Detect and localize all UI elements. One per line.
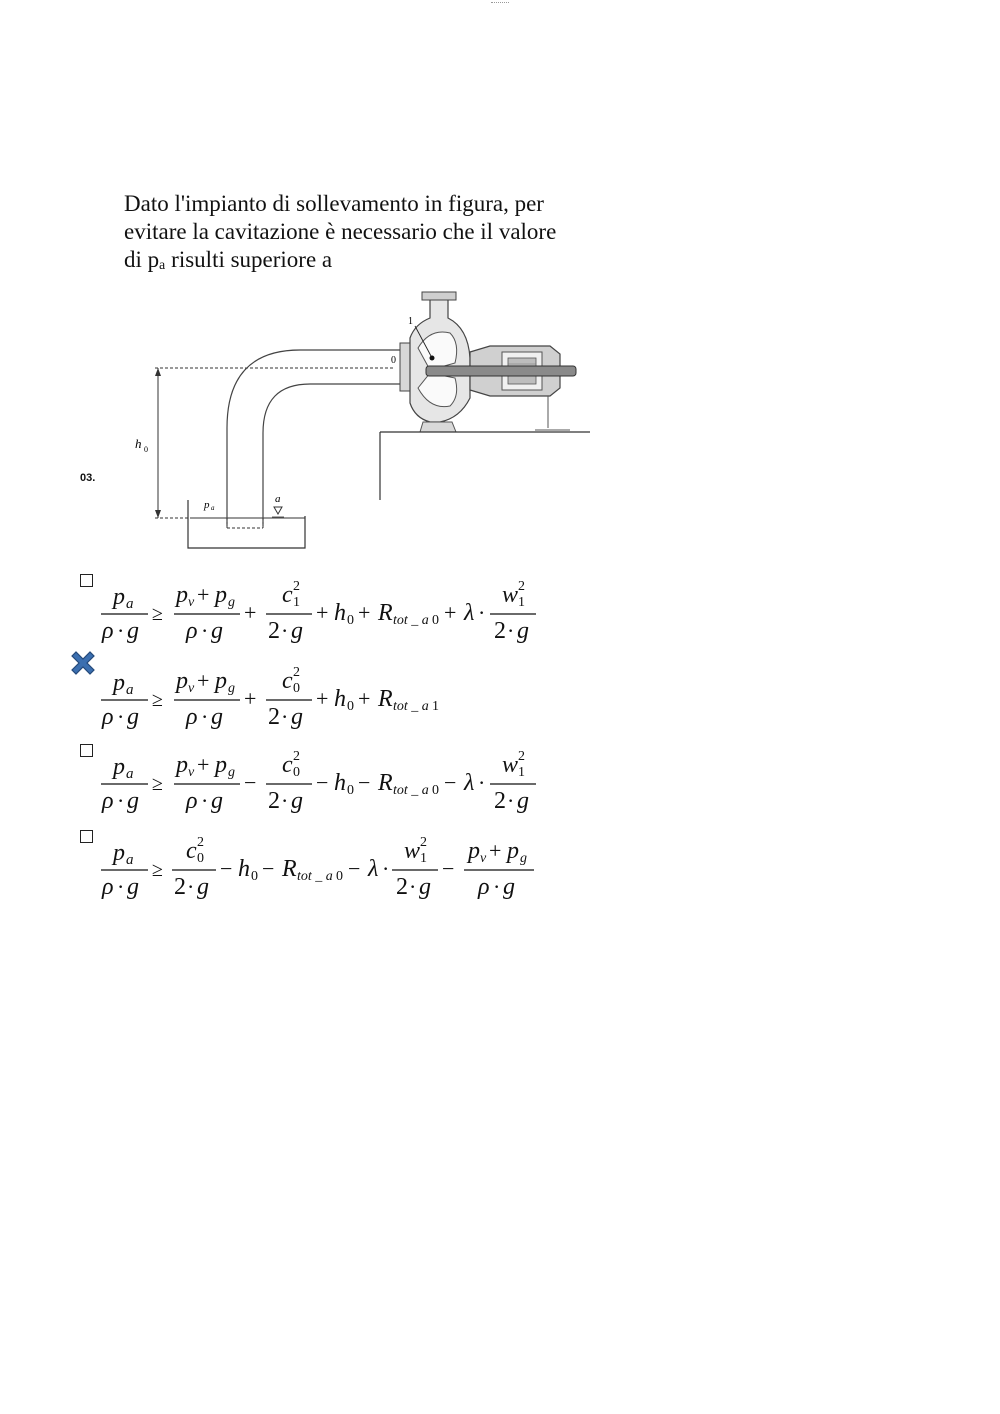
svg-text:·: · — [201, 788, 209, 813]
svg-text:0: 0 — [293, 681, 300, 696]
svg-text:2: 2 — [174, 874, 186, 900]
pump-foot — [420, 422, 456, 432]
svg-text:g: g — [503, 874, 515, 900]
svg-text:p: p — [176, 668, 188, 694]
svg-text:≥: ≥ — [152, 773, 163, 795]
svg-text:+: + — [316, 686, 329, 711]
svg-text:g: g — [419, 874, 431, 900]
svg-text:1: 1 — [518, 595, 525, 610]
svg-text:·: · — [201, 704, 209, 729]
svg-text:h: h — [334, 600, 346, 626]
svg-text:2: 2 — [518, 579, 525, 594]
svg-text:p: p — [113, 754, 125, 780]
svg-text:2: 2 — [518, 749, 525, 764]
svg-text:h: h — [238, 856, 250, 882]
svg-text:v: v — [480, 851, 487, 866]
svg-text:ρ: ρ — [102, 874, 114, 900]
svg-text:g: g — [211, 788, 223, 814]
svg-text:g: g — [228, 595, 235, 610]
answer-option-2[interactable] — [76, 660, 596, 740]
svg-text:a: a — [126, 682, 134, 698]
svg-text:·: · — [281, 788, 289, 813]
svg-text:p: p — [215, 582, 227, 608]
svg-text:c: c — [282, 668, 293, 694]
svg-text:c: c — [282, 752, 293, 778]
svg-text:≥: ≥ — [152, 603, 163, 625]
svg-text:g: g — [517, 788, 529, 814]
svg-text:·: · — [382, 856, 390, 881]
svg-text:−: − — [316, 770, 329, 795]
svg-text:g: g — [211, 704, 223, 730]
svg-text:1: 1 — [420, 851, 427, 866]
answer-option-3[interactable] — [76, 744, 596, 824]
svg-text:−: − — [244, 770, 257, 795]
svg-text:p: p — [215, 752, 227, 778]
svg-text:v: v — [188, 681, 195, 696]
question-line: Dato l'impianto di sollevamento in figura, per — [124, 191, 544, 216]
svg-text:·: · — [493, 874, 501, 899]
svg-text:λ: λ — [368, 856, 379, 882]
svg-text:g: g — [228, 681, 235, 696]
svg-text:w: w — [502, 752, 519, 778]
svg-text:g: g — [291, 618, 303, 644]
checkbox[interactable] — [80, 744, 93, 757]
svg-text:R: R — [378, 770, 393, 796]
svg-text:·: · — [478, 770, 486, 795]
svg-text:tot _ a: tot _ a — [393, 699, 429, 714]
answer-option-4[interactable] — [76, 830, 596, 910]
svg-text:·: · — [187, 874, 195, 899]
svg-text:2: 2 — [293, 579, 300, 594]
svg-text:−: − — [348, 856, 361, 881]
svg-text:ρ: ρ — [102, 618, 114, 644]
svg-text:p: p — [468, 838, 480, 864]
question-line: di pₐ risulti superiore a — [124, 247, 333, 272]
svg-text:+: + — [244, 686, 257, 711]
svg-text:g: g — [127, 618, 139, 644]
svg-text:2: 2 — [396, 874, 408, 900]
svg-text:R: R — [282, 856, 297, 882]
svg-text:+: + — [197, 582, 210, 607]
svg-text:−: − — [358, 770, 371, 795]
svg-text:a: a — [211, 504, 215, 512]
svg-text:2: 2 — [268, 618, 280, 644]
svg-text:+: + — [244, 600, 257, 625]
svg-text:·: · — [409, 874, 417, 899]
svg-text:ρ: ρ — [186, 618, 198, 644]
svg-text:2: 2 — [293, 749, 300, 764]
svg-text:0: 0 — [293, 765, 300, 780]
svg-text:+: + — [197, 752, 210, 777]
svg-text:p: p — [507, 838, 519, 864]
answer-option-1[interactable] — [76, 574, 596, 654]
svg-text:−: − — [262, 856, 275, 881]
svg-text:·: · — [281, 704, 289, 729]
svg-text:+: + — [316, 600, 329, 625]
pump-shaft — [426, 366, 576, 376]
checkbox[interactable] — [80, 574, 93, 587]
svg-text:ρ: ρ — [102, 788, 114, 814]
svg-text:ρ: ρ — [186, 788, 198, 814]
svg-text:+: + — [489, 838, 502, 863]
svg-text:1: 1 — [293, 595, 300, 610]
svg-text:w: w — [502, 582, 519, 608]
svg-text:p: p — [176, 582, 188, 608]
svg-text:≥: ≥ — [152, 689, 163, 711]
pa-label: p — [204, 499, 210, 511]
svg-text:−: − — [444, 770, 457, 795]
svg-text:+: + — [358, 686, 371, 711]
svg-text:g: g — [197, 874, 209, 900]
svg-text:tot _ a: tot _ a — [393, 783, 429, 798]
a-label: a — [275, 493, 281, 505]
svg-text:g: g — [291, 788, 303, 814]
svg-text:p: p — [113, 840, 125, 866]
svg-text:p: p — [113, 584, 125, 610]
svg-text:h: h — [334, 770, 346, 796]
svg-text:1: 1 — [518, 765, 525, 780]
svg-text:g: g — [517, 618, 529, 644]
svg-text:2: 2 — [293, 665, 300, 680]
svg-text:v: v — [188, 765, 195, 780]
pump-diagram — [130, 288, 590, 553]
svg-text:ρ: ρ — [186, 704, 198, 730]
svg-text:−: − — [442, 856, 455, 881]
svg-text:0: 0 — [347, 783, 354, 798]
svg-text:ρ: ρ — [478, 874, 490, 900]
svg-text:R: R — [378, 686, 393, 712]
formula-1 — [98, 574, 558, 650]
svg-text:+: + — [358, 600, 371, 625]
svg-text:2: 2 — [197, 835, 204, 850]
svg-text:g: g — [211, 618, 223, 644]
checkbox[interactable] — [80, 830, 93, 843]
svg-text:a: a — [126, 852, 134, 868]
svg-text:g: g — [127, 704, 139, 730]
svg-text:−: − — [220, 856, 233, 881]
svg-text:·: · — [201, 618, 209, 643]
svg-text:g: g — [127, 788, 139, 814]
formula-3 — [98, 744, 558, 820]
svg-text:·: · — [507, 788, 515, 813]
svg-text:2: 2 — [494, 788, 506, 814]
svg-text:ρ: ρ — [102, 704, 114, 730]
svg-text:a: a — [126, 596, 134, 612]
svg-text:v: v — [188, 595, 195, 610]
svg-text:≥: ≥ — [152, 859, 163, 881]
svg-text:a: a — [126, 766, 134, 782]
svg-text:2: 2 — [268, 704, 280, 730]
svg-text:0: 0 — [432, 613, 439, 628]
svg-text:0: 0 — [144, 445, 148, 454]
svg-text:R: R — [378, 600, 393, 626]
svg-text:g: g — [127, 874, 139, 900]
svg-text:0: 0 — [336, 869, 343, 884]
section-1-point — [430, 356, 435, 361]
svg-text:0: 0 — [347, 699, 354, 714]
svg-text:tot _ a: tot _ a — [393, 613, 429, 628]
svg-text:0: 0 — [251, 869, 258, 884]
question-number: 03. — [80, 472, 96, 484]
svg-text:g: g — [228, 765, 235, 780]
svg-text:+: + — [444, 600, 457, 625]
svg-text:p: p — [215, 668, 227, 694]
svg-text:c: c — [186, 838, 197, 864]
svg-text:p: p — [176, 752, 188, 778]
svg-text:·: · — [117, 788, 125, 813]
svg-text:g: g — [520, 851, 527, 866]
section-1-label: 1 — [408, 316, 413, 327]
svg-text:+: + — [197, 668, 210, 693]
svg-text:1: 1 — [432, 699, 439, 714]
svg-text:λ: λ — [464, 600, 475, 626]
h0-label: h — [135, 436, 142, 451]
svg-text:·: · — [281, 618, 289, 643]
formula-2 — [98, 660, 558, 736]
question-text — [124, 190, 624, 274]
svg-text:p: p — [113, 670, 125, 696]
svg-text:tot _ a: tot _ a — [297, 869, 333, 884]
svg-text:c: c — [282, 582, 293, 608]
svg-text:2: 2 — [494, 618, 506, 644]
svg-text:·: · — [117, 874, 125, 899]
svg-text:g: g — [291, 704, 303, 730]
svg-text:·: · — [507, 618, 515, 643]
svg-text:2: 2 — [268, 788, 280, 814]
svg-text:·: · — [478, 600, 486, 625]
svg-text:2: 2 — [420, 835, 427, 850]
pump-outlet-flange — [422, 292, 456, 300]
suction-pipe — [227, 350, 400, 526]
svg-text:w: w — [404, 838, 421, 864]
question-line: evitare la cavitazione è necessario che il valore — [124, 219, 557, 244]
svg-text:λ: λ — [464, 770, 475, 796]
svg-text:0: 0 — [432, 783, 439, 798]
svg-text:·: · — [117, 618, 125, 643]
svg-text:h: h — [334, 686, 346, 712]
formula-4 — [98, 830, 558, 906]
svg-text:0: 0 — [197, 851, 204, 866]
selected-x-icon[interactable] — [68, 648, 98, 683]
pump-inlet-flange — [400, 343, 410, 391]
svg-text:0: 0 — [347, 613, 354, 628]
svg-text:·: · — [117, 704, 125, 729]
header-mark — [491, 0, 509, 3]
section-0-label: 0 — [391, 355, 396, 366]
